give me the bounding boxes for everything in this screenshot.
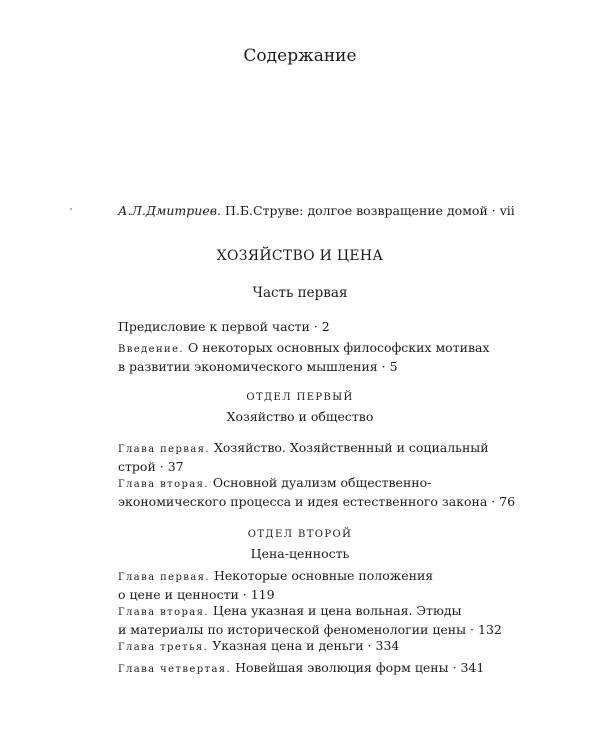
toc-entry-line: Указная цена и деньги · 334 [208,638,400,653]
toc-entry-line: О некоторых основных философских мотивах [184,340,490,355]
toc-entry-label: Глава первая. [118,444,210,455]
paper-speck [70,208,72,210]
section-heading: ОТДЕЛ ВТОРОЙ [247,529,353,540]
toc-entry-label: Введение. [118,344,184,355]
toc-entry-line: Новейшая эволюция форм цены · 341 [231,660,485,675]
intro-text: П.Б.Струве: долгое возвращение домой · vii [224,203,515,218]
toc-entry-line: Основной дуализм общественно- [208,475,432,490]
toc-entry-chapter[interactable] [118,439,489,475]
section-name: Хозяйство и общество [226,409,374,424]
toc-entry-label: Глава вторая. [118,607,209,618]
toc-entry-chapter[interactable] [118,637,399,656]
toc-entry-line-2: и материалы по исторической феноменологии цены · 132 [118,622,502,637]
toc-entry-chapter[interactable] [118,602,502,638]
toc-entry-line: Некоторые основные положения [209,568,434,583]
toc-entry-line-2: в развитии экономического мышления · 5 [118,359,398,374]
toc-entry-line: Предисловие к первой части · 2 [118,319,330,334]
toc-entry-line-2: строй · 37 [118,459,184,474]
book-title: ХОЗЯЙСТВО И ЦЕНА [216,248,384,264]
toc-entry-label: Глава вторая. [118,479,209,490]
toc-entry-chapter[interactable] [118,474,515,510]
toc-entry-chapter[interactable] [118,567,433,603]
toc-entry-preface[interactable] [118,318,330,335]
toc-entry-line: Цена указная и цена вольная. Этюды [208,603,462,618]
section-name: Цена-ценность [250,546,350,561]
toc-entry-line-2: о цене и ценности · 119 [118,587,275,602]
toc-entry-introduction[interactable] [118,339,490,375]
toc-entry-label: Глава четвертая. [118,664,232,675]
intro-author: А.Л.Дмитриев. [118,203,221,218]
page-title: Содержание [243,46,357,66]
section-heading: ОТДЕЛ ПЕРВЫЙ [246,392,354,403]
toc-entry-label: Глава третья. [118,642,209,653]
part-title: Часть первая [252,285,348,301]
intro-entry[interactable] [118,203,515,218]
toc-entry-line: Хозяйство. Хозяйственный и социальный [209,440,489,455]
toc-entry-chapter[interactable] [118,659,484,678]
toc-entry-line-2: экономического процесса и идея естественного закона · 76 [118,494,516,509]
toc-entry-label: Глава первая. [118,572,210,583]
